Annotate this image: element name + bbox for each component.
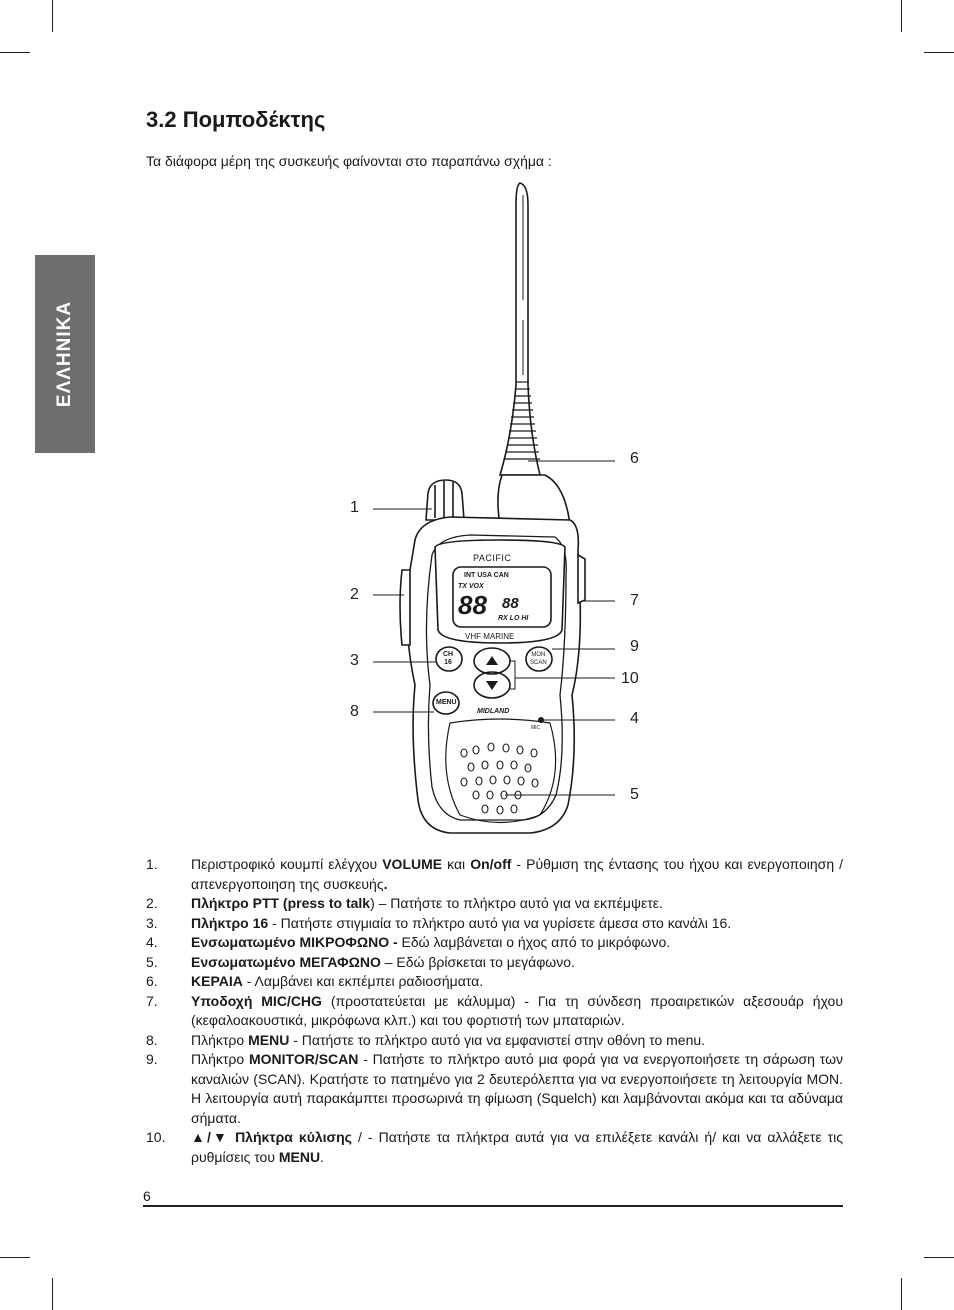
section-title: 3.2 Πομποδέκτης	[146, 107, 326, 132]
intro-text: Τα διάφορα μέρη της συσκευής φαίνονται στο παραπάνω σχήμα :	[146, 153, 552, 169]
language-side-tab	[35, 255, 95, 453]
bold-fragment: .	[383, 875, 388, 892]
list-item-text	[191, 914, 843, 934]
callout-7: 7	[630, 592, 639, 609]
list-item-text	[191, 933, 843, 953]
bold-fragment: MONITOR/SCAN	[248, 1051, 359, 1067]
callout-10: 10	[621, 670, 639, 687]
scan-label: SCAN	[530, 660, 547, 666]
bold-fragment: Υποδοχή MIC/CHG	[191, 992, 322, 1009]
bold-fragment: MENU	[278, 1148, 321, 1165]
list-item	[146, 1050, 843, 1128]
mon-label: MON	[531, 652, 546, 658]
list-item-number: 8.	[146, 1031, 158, 1048]
text-fragment: Πλήκτρο	[191, 1051, 249, 1067]
list-item-text	[191, 992, 843, 1031]
bold-fragment: ▲/▼ Πλήκτρα κύλισης	[191, 1129, 352, 1145]
bold-fragment: MENU	[248, 1031, 290, 1048]
text-fragment: ) – Πατήστε το πλήκτρο αυτό για να εκπέμψετε.	[370, 895, 663, 911]
callout-8: 8	[350, 703, 359, 720]
band-label: VHF MARINE	[465, 632, 515, 641]
list-item	[146, 953, 843, 973]
lcd-channel-digits: 88	[458, 590, 487, 620]
list-item-number: 6.	[146, 973, 158, 989]
crop-mark	[0, 1257, 30, 1258]
crop-mark	[52, 1278, 53, 1310]
text-fragment: .	[320, 1148, 325, 1165]
mon-scan-button[interactable]	[530, 651, 547, 667]
callout-5: 5	[630, 786, 639, 803]
volume-knob	[426, 480, 464, 520]
footer-rule	[143, 1205, 843, 1207]
list-item	[146, 1031, 843, 1051]
text-fragment: - Πατήστε στιγμιαία το πλήκτρο αυτό για να γυρίσετε άμεσα στο κανάλι 16.	[268, 914, 732, 931]
text-fragment: - Πατήστε το πλήκτρο αυτό μια φορά για να ενεργοποιήσετε τη σάρωση των καναλιών (SCAN). Κρατήστε το πατημένο για 2 δευτερόλεπτα για να ενεργοποιήσετε τη λειτουργία MON. Η λειτουργία αυτή παρακάμπτει προσωρινά τη φίμωση (Squelch) και λαμβάνονται ακόμα και τα αδύναμα σήματα.	[191, 1051, 843, 1126]
brand-label: MIDLAND	[477, 708, 510, 715]
list-item	[146, 1128, 843, 1167]
ch16-label-top: CH	[443, 651, 454, 658]
list-item-text	[191, 855, 843, 894]
menu-button[interactable]: MENU	[436, 699, 457, 706]
lcd-region-label: INT USA CAN	[464, 572, 509, 579]
text-fragment: - Πατήστε το πλήκτρο αυτό για να εμφανιστεί στην οθόνη το menu.	[289, 1031, 706, 1048]
lcd-rx-label: RX LO HI	[498, 615, 529, 622]
list-item-number: 3.	[146, 914, 158, 931]
list-item-number: 5.	[146, 953, 158, 970]
list-item	[146, 914, 843, 934]
lcd-tx-label: TX VOX	[458, 583, 484, 590]
bold-fragment: Ενσωματωμένο ΜΙΚΡΟΦΩΝΟ -	[191, 934, 398, 950]
bold-fragment: On/off	[470, 856, 512, 872]
model-name: PACIFIC	[473, 553, 512, 563]
bold-fragment: Πλήκτρο 16	[191, 914, 269, 931]
list-item	[146, 933, 843, 953]
list-item-number: 4.	[146, 934, 158, 950]
list-item-text	[191, 894, 843, 914]
callout-9: 9	[630, 638, 639, 655]
text-fragment: - Λαμβάνει και εκπέμπει ραδιοσήματα.	[242, 973, 484, 989]
list-item-text	[191, 1128, 843, 1167]
list-item-text	[191, 1031, 843, 1051]
crop-mark	[52, 0, 53, 32]
text-fragment: - Ρύθμιση της έντασης του ήχου και ενεργοποιηση / απενεργοποιηση της συσκευής	[191, 856, 844, 892]
text-fragment: – Εδώ βρίσκεται το μεγάφωνο.	[380, 953, 575, 970]
lcd-sub-digits: 88	[502, 595, 519, 612]
parts-list	[146, 855, 843, 1167]
callout-4: 4	[630, 710, 639, 727]
text-fragment: (προστατεύεται με κάλυμμα) - Για τη σύνδεση προαιρετικών αξεσουάρ ήχου (κεφαλοακουστικά, μικρόφωνα κλπ.) και του φορτιστή των μπαταριών.	[191, 992, 843, 1028]
list-item-number: 1.	[146, 856, 158, 872]
crop-mark	[901, 0, 902, 32]
list-item-number: 7.	[146, 992, 158, 1009]
text-fragment: Πλήκτρο	[191, 1031, 249, 1048]
crop-mark	[924, 1257, 954, 1258]
bold-fragment: ΚΕΡΑΙΑ	[191, 973, 243, 989]
bold-fragment: Πλήκτρο PTT (press to talk	[191, 895, 371, 911]
callout-3: 3	[350, 652, 359, 669]
list-item-number: 10.	[146, 1129, 166, 1145]
list-item	[146, 894, 843, 914]
text-fragment: Περιστροφικό κουμπί ελέγχου	[191, 856, 383, 872]
callout-6: 6	[630, 450, 639, 467]
list-item	[146, 972, 843, 992]
list-item-number: 9.	[146, 1051, 158, 1067]
list-item-text	[191, 1050, 843, 1128]
callout-1: 1	[350, 499, 359, 516]
transceiver-drawing	[340, 175, 660, 845]
list-item-number: 2.	[146, 895, 158, 911]
text-fragment: και	[442, 856, 471, 872]
language-label: ΕΛΛΗΝΙΚΑ	[54, 300, 75, 408]
ch16-button[interactable]	[443, 651, 453, 667]
crop-mark	[901, 1278, 902, 1310]
text-fragment: / - Πατήστε τα πλήκτρα αυτά για να επιλέξετε κανάλι ή/ και να αλλάξετε τις ρυθμίσεις του	[191, 1129, 843, 1165]
transceiver-figure	[340, 175, 660, 845]
bold-fragment: VOLUME	[382, 856, 443, 872]
list-item	[146, 855, 843, 894]
mic-label: MIC	[531, 725, 541, 731]
crop-mark	[924, 52, 954, 53]
list-item	[146, 992, 843, 1031]
list-item-text	[191, 953, 843, 973]
callout-2: 2	[350, 586, 359, 603]
crop-mark	[0, 52, 30, 53]
list-item-text	[191, 972, 843, 992]
page-number: 6	[143, 1188, 151, 1204]
bold-fragment: Ενσωματωμένο ΜΕΓΑΦΩΝΟ	[191, 953, 381, 970]
text-fragment: Εδώ λαμβάνεται ο ήχος από το μικρόφωνο.	[397, 934, 671, 950]
ch16-label-bottom: 16	[444, 659, 452, 666]
